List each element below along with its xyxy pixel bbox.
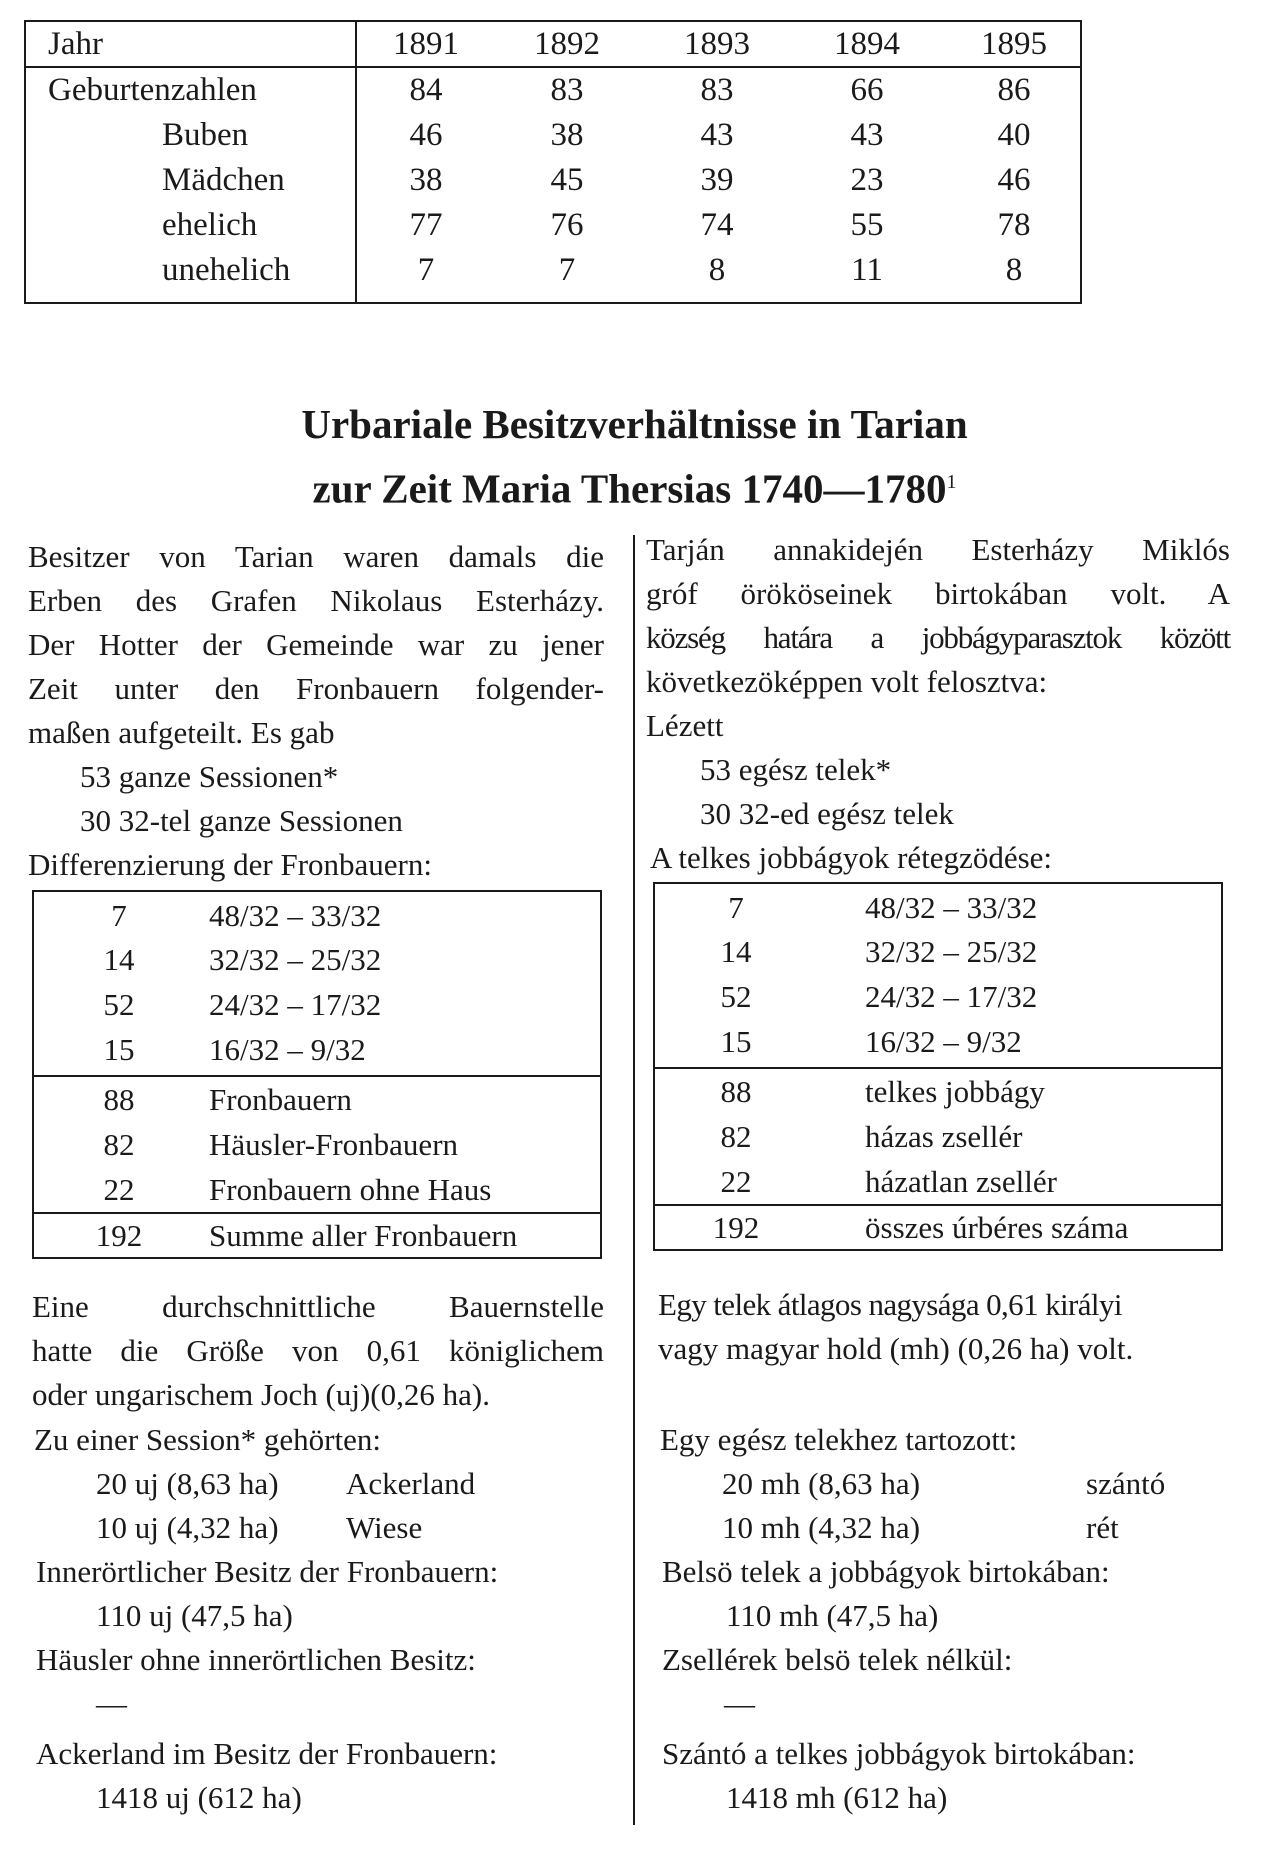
table-cell: 66 — [850, 72, 884, 108]
category-cell: összes úrbéres száma — [865, 1210, 1129, 1245]
table-cell: 77 — [409, 207, 443, 243]
row-label: Geburtenzahlen — [48, 72, 257, 108]
table-row-total — [655, 1206, 1221, 1250]
text-line: Erben des Grafen Nikolaus Esterházy. — [28, 583, 604, 618]
table-cell: 83 — [550, 72, 584, 108]
category-cell: házatlan zsellér — [865, 1164, 1057, 1199]
table-cell: 40 — [997, 117, 1031, 153]
text-line: Lézett — [646, 708, 724, 743]
count-cell: 15 — [720, 1024, 752, 1059]
szanto-value: 1418 mh (612 ha) — [726, 1780, 948, 1815]
table-row — [34, 894, 600, 938]
range-cell: 24/32 – 17/32 — [209, 987, 382, 1022]
category-cell: Häusler-Fronbauern — [209, 1127, 459, 1162]
land-type: rét — [1086, 1510, 1119, 1545]
haeusler-value: — — [96, 1686, 127, 1721]
count-cell: 22 — [720, 1164, 752, 1199]
range-cell: 48/32 – 33/32 — [209, 898, 382, 933]
german-sessions — [80, 755, 403, 843]
table-row — [34, 938, 600, 982]
text-line: Besitzer von Tarian waren damals die — [28, 539, 604, 574]
table-cell: 83 — [700, 72, 734, 108]
table-cell: 7 — [417, 252, 435, 288]
table-separator — [34, 1075, 600, 1077]
table-separator — [655, 1067, 1221, 1069]
page-title-line-1: Urbariale Besitzverhältnisse in Tarian — [301, 401, 968, 447]
land-amount: 20 mh (8,63 ha) — [722, 1466, 921, 1501]
year-header-cell: 1891 — [393, 26, 459, 62]
count-cell: 192 — [712, 1210, 760, 1245]
german-diff-heading — [28, 843, 432, 887]
text-line: Differenzierung der Fronbauern: — [28, 847, 432, 882]
text-line: Zu einer Session* gehörten: — [34, 1422, 381, 1457]
hungarian-intro — [646, 528, 1230, 748]
table-cell: 74 — [700, 207, 734, 243]
land-type: Wiese — [346, 1510, 423, 1545]
table-cell: 39 — [700, 162, 734, 198]
table-cell: 45 — [550, 162, 584, 198]
table-row — [34, 983, 600, 1027]
table-row — [655, 1160, 1221, 1204]
table-cell: 76 — [550, 207, 584, 243]
hungarian-diff-heading — [650, 836, 1052, 880]
year-header-cell: 1893 — [684, 26, 750, 62]
german-intro — [28, 535, 604, 755]
table-cell: 23 — [850, 162, 884, 198]
text-line: Der Hotter der Gemeinde war zu jener — [28, 627, 604, 662]
count-cell: 22 — [103, 1172, 135, 1207]
count-cell: 88 — [720, 1074, 752, 1109]
year-header-label: Jahr — [48, 26, 103, 62]
german-session-heading — [34, 1418, 381, 1462]
year-header-cell: 1894 — [834, 26, 900, 62]
table-cell: 38 — [550, 117, 584, 153]
text-line: Tarján annakidején Esterházy Miklós — [646, 532, 1230, 567]
table-row — [655, 1115, 1221, 1159]
column-divider — [633, 535, 635, 1825]
text-line: 53 egész telek* — [700, 752, 892, 787]
inner-property-heading: Innerörtlicher Besitz der Fronbauern: — [36, 1554, 499, 1589]
table-cell: 38 — [409, 162, 443, 198]
row-label: Mädchen — [162, 162, 285, 198]
table-row — [34, 1078, 600, 1122]
range-cell: 48/32 – 33/32 — [865, 890, 1038, 925]
count-cell: 52 — [720, 979, 752, 1014]
text-line: község határa a jobbágyparasztok között — [646, 620, 1230, 655]
table-row — [34, 1028, 600, 1072]
table-cell: 43 — [700, 117, 734, 153]
count-cell: 82 — [720, 1119, 752, 1154]
count-cell: 14 — [720, 934, 752, 969]
row-label: Buben — [162, 117, 249, 153]
table-row — [655, 930, 1221, 974]
zseller-heading: Zsellérek belsö telek nélkül: — [662, 1642, 1013, 1677]
hungarian-jobbagy-table — [653, 882, 1223, 1251]
page-title-line-2 — [0, 456, 1269, 515]
german-average-paragraph — [32, 1285, 604, 1417]
text-line: gróf örököseinek birtokában volt. A — [646, 576, 1230, 611]
range-cell: 16/32 – 9/32 — [209, 1032, 366, 1067]
table-row — [655, 886, 1221, 930]
row-label: unehelich — [162, 252, 291, 288]
text-line: 30 32-tel ganze Sessionen — [80, 803, 403, 838]
category-cell: telkes jobbágy — [865, 1074, 1045, 1109]
table-cell: 7 — [558, 252, 576, 288]
count-cell: 52 — [103, 987, 135, 1022]
text-line: 30 32-ed egész telek — [700, 796, 954, 831]
range-cell: 24/32 – 17/32 — [865, 979, 1038, 1014]
text-line: Zeit unter den Fronbauern folgender- — [28, 671, 604, 706]
text-line: maßen aufgeteilt. Es gab — [28, 715, 335, 750]
category-cell: Fronbauern — [209, 1082, 352, 1117]
text-line: Eine durchschnittliche Bauernstelle — [32, 1289, 604, 1324]
table-row — [655, 1020, 1221, 1064]
table-cell: 84 — [409, 72, 443, 108]
text-line: Egy telek átlagos nagysága 0,61 királyi — [658, 1287, 1122, 1322]
count-cell: 7 — [111, 898, 127, 933]
count-cell: 88 — [103, 1082, 135, 1117]
table-row — [34, 1168, 600, 1212]
table-cell: 43 — [850, 117, 884, 153]
table-row — [655, 1070, 1221, 1114]
range-cell: 32/32 – 25/32 — [865, 934, 1038, 969]
text-line: vagy magyar hold (mh) (0,26 ha) volt. — [658, 1331, 1134, 1366]
count-cell: 7 — [728, 890, 744, 925]
szanto-heading: Szántó a telkes jobbágyok birtokában: — [662, 1736, 1136, 1771]
inner-property-heading: Belsö telek a jobbágyok birtokában: — [662, 1554, 1110, 1589]
range-cell: 16/32 – 9/32 — [865, 1024, 1022, 1059]
zseller-value: — — [724, 1686, 755, 1721]
german-fronbauern-table — [32, 890, 602, 1259]
table-cell: 8 — [1005, 252, 1023, 288]
table-row-total — [34, 1214, 600, 1258]
inner-property-value: 110 mh (47,5 ha) — [726, 1598, 939, 1633]
count-cell: 14 — [103, 942, 135, 977]
table-cell: 78 — [997, 207, 1031, 243]
text-line: A telkes jobbágyok rétegzödése: — [650, 840, 1053, 875]
table-row — [34, 1123, 600, 1167]
table-cell: 11 — [851, 252, 883, 288]
table-cell: 55 — [850, 207, 884, 243]
land-amount: 10 uj (4,32 ha) — [96, 1510, 279, 1545]
table-cell: 46 — [409, 117, 443, 153]
category-cell: Fronbauern ohne Haus — [209, 1172, 492, 1207]
birth-statistics-table — [24, 20, 1082, 304]
table-header-divider — [26, 66, 1080, 68]
land-amount: 20 uj (8,63 ha) — [96, 1466, 279, 1501]
text-line: következöképpen volt felosztva: — [646, 664, 1048, 699]
table-row — [655, 975, 1221, 1019]
range-cell: 32/32 – 25/32 — [209, 942, 382, 977]
row-label: ehelich — [162, 207, 258, 243]
year-header-cell: 1892 — [534, 26, 600, 62]
year-header-cell: 1895 — [981, 26, 1047, 62]
category-cell: házas zsellér — [865, 1119, 1023, 1154]
text-line: oder ungarischem Joch (uj)(0,26 ha). — [32, 1377, 490, 1412]
ackerland-heading: Ackerland im Besitz der Fronbauern: — [36, 1736, 498, 1771]
hungarian-average-paragraph — [658, 1283, 1133, 1371]
page-title-line-2-text: zur Zeit Maria Thersias 1740—1780 — [312, 465, 947, 512]
land-type: szántó — [1086, 1466, 1166, 1501]
hungarian-session-heading: Egy egész telekhez tartozott: — [660, 1422, 1018, 1457]
category-cell: Summe aller Fronbauern — [209, 1218, 518, 1253]
footnote-mark: 1 — [946, 471, 957, 493]
table-cell: 86 — [997, 72, 1031, 108]
land-amount: 10 mh (4,32 ha) — [722, 1510, 921, 1545]
count-cell: 192 — [95, 1218, 143, 1253]
table-column-divider — [355, 22, 357, 302]
inner-property-value: 110 uj (47,5 ha) — [96, 1598, 293, 1633]
text-line: 53 ganze Sessionen* — [80, 759, 339, 794]
text-line: hatte die Größe von 0,61 königlichem — [32, 1333, 604, 1368]
hungarian-sessions — [700, 748, 954, 836]
table-cell: 46 — [997, 162, 1031, 198]
table-cell: 8 — [708, 252, 726, 288]
haeusler-heading: Häusler ohne innerörtlichen Besitz: — [36, 1642, 476, 1677]
ackerland-value: 1418 uj (612 ha) — [96, 1780, 302, 1815]
count-cell: 15 — [103, 1032, 135, 1067]
land-type: Ackerland — [346, 1466, 476, 1501]
count-cell: 82 — [103, 1127, 135, 1162]
